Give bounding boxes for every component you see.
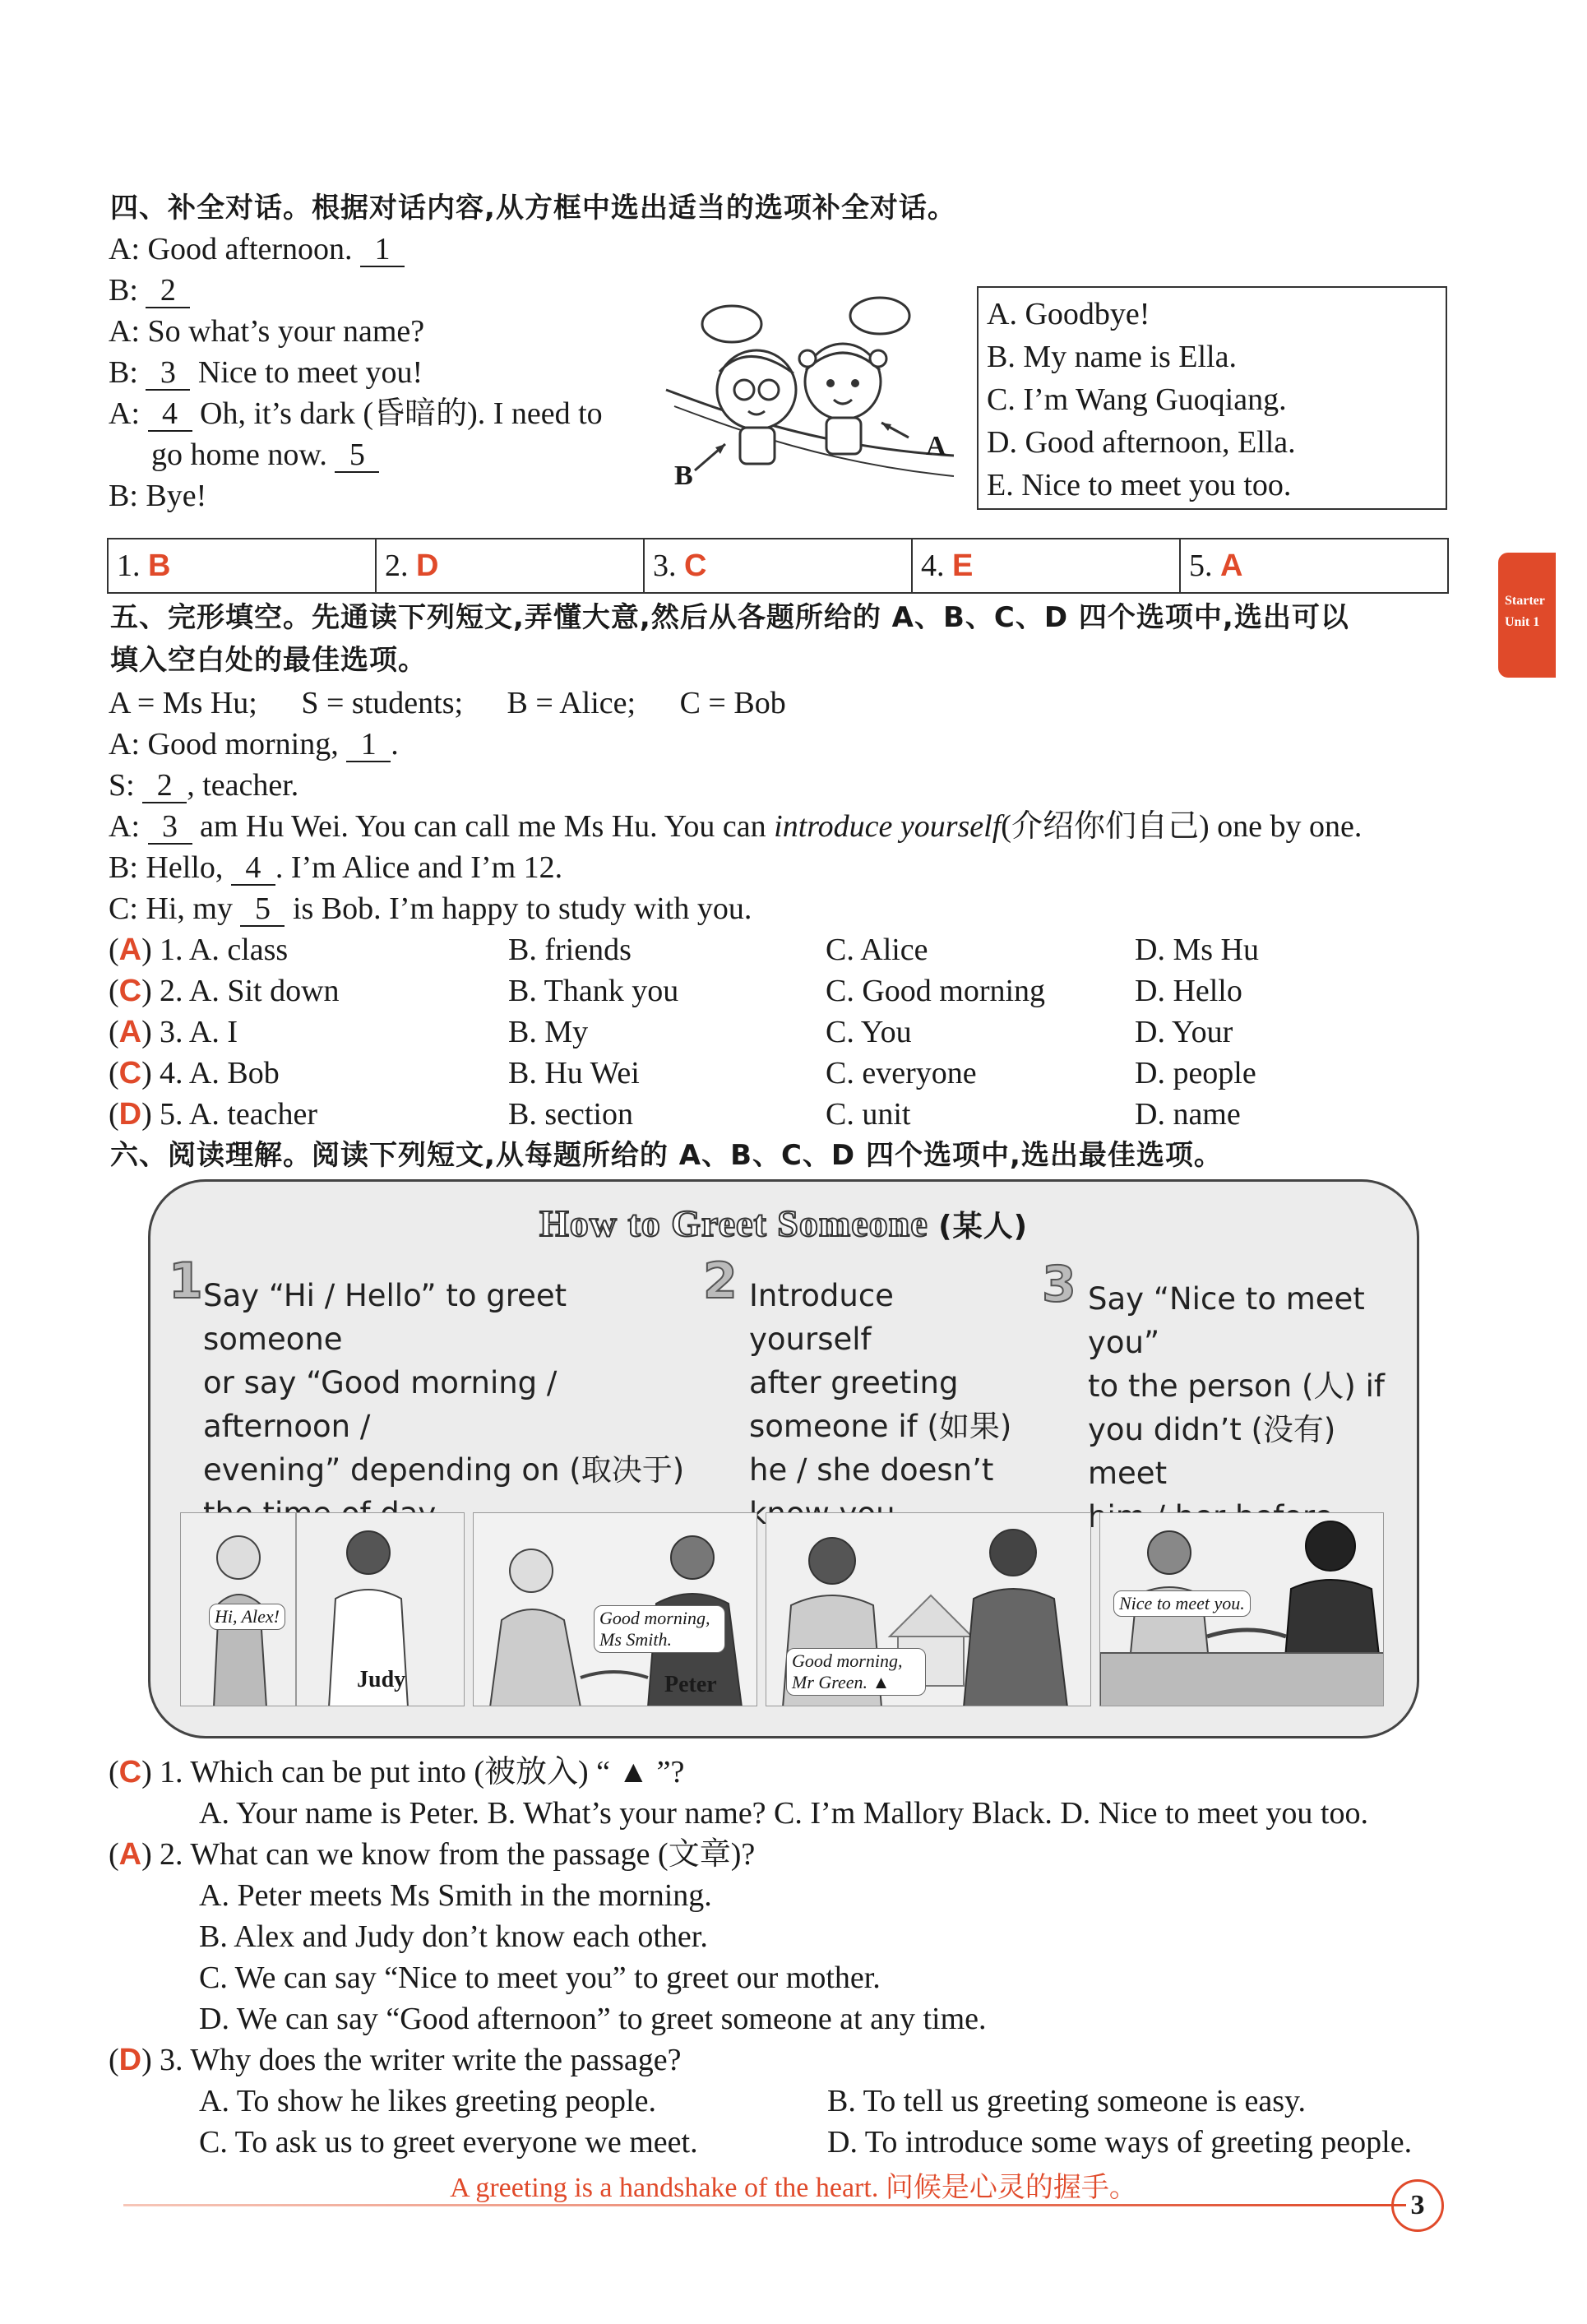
triangle-blank-icon: ▲ [872, 1672, 891, 1692]
answer-cell: 2. D [377, 539, 645, 592]
photo-1-bubble: Hi, Alex! [209, 1604, 285, 1630]
cloze-question-4: (C) 4. A. Bob B. Hu Wei C. everyone D. people [109, 1056, 1256, 1090]
side-tab-line1: Starter [1505, 594, 1545, 608]
reading-q2-option-a: A. Peter meets Ms Smith in the morning. [199, 1878, 712, 1913]
cloze-line-4: B: Hello, 4 . I’m Alice and I’m 12. [109, 850, 563, 885]
photo-2-bubble: Good morning, Ms Smith. [594, 1605, 725, 1653]
answer-cell: 4. E [913, 539, 1181, 592]
label-a: A [926, 431, 946, 461]
dialogue-line-6: go home now. 5 [151, 434, 379, 475]
cloze-line-2: S: 2 , teacher. [109, 768, 299, 803]
legend-c: C = Bob [679, 686, 786, 720]
dialogue-line-1: A: Good afternoon. 1 [109, 229, 405, 270]
reading-question-3: (D) 3. Why does the writer write the passage? [109, 2043, 682, 2077]
side-tab-line2: Unit 1 [1505, 615, 1540, 629]
step-3-number-icon: 3 [1042, 1256, 1076, 1313]
dialogue-line-2: B: 2 [109, 270, 190, 311]
legend-s: S = students; [301, 686, 464, 720]
legend-b: B = Alice; [507, 686, 636, 720]
page-number: 3 [1391, 2179, 1444, 2232]
options-box [977, 286, 1447, 510]
legend-a: A = Ms Hu; [109, 686, 257, 720]
reading-q3-option-a: A. To show he likes greeting people. [199, 2084, 656, 2118]
photo-1-name: Judy [357, 1667, 406, 1692]
cartoon-children-illustration [658, 291, 962, 497]
section6-heading: 六、阅读理解。阅读下列短文,从每题所给的 A、B、C、D 四个选项中,选出最佳选项。 [110, 1139, 1223, 1172]
footer-quote: A greeting is a handshake of the heart. 问候是心灵的握手。 [450, 2173, 1137, 2203]
dialogue-line-5: A: 4 Oh, it’s dark (昏暗的). I need to [109, 396, 603, 431]
step-2-text: Introduce yourself after greeting someone if (如果) he / she doesn’t [749, 1278, 1012, 1488]
step-1-text: Say “Hi / Hello” to greet someone or say “Good morning / afternoon / evening” depending on (取决于) [203, 1278, 685, 1488]
cloze-question-2: (C) 2. A. Sit down B. Thank you C. Good morning D. Hello [109, 974, 1242, 1008]
answer-table [107, 538, 1449, 594]
cloze-line-3: A: 3 am Hu Wei. You can call me Ms Hu. You can introduce yourself(介绍你们自己) one by one. [109, 809, 1363, 844]
answer-cell: 3. C [645, 539, 913, 592]
cloze-question-1: (A) 1. A. class B. friends C. Alice D. Ms Hu [109, 933, 1259, 967]
footer-divider [123, 2204, 1406, 2206]
dialogue-line-3: A: So what’s your name? [109, 314, 425, 349]
reading-q3-option-c: C. To ask us to greet everyone we meet. [199, 2125, 698, 2160]
cloze-question-3: (A) 3. A. I B. My C. You D. Your [109, 1015, 1233, 1049]
option-c: C. I’m Wang Guoqiang. [987, 382, 1287, 417]
reading-q3-option-b: B. To tell us greeting someone is easy. [827, 2084, 1307, 2118]
photo-business-greeting [473, 1512, 757, 1706]
answer-cell: 1. B [109, 539, 377, 592]
photo-handshake [1099, 1512, 1384, 1706]
section5-heading-line1: 五、完形填空。先通读下列短文,弄懂大意,然后从各题所给的 A、B、C、D 四个选项中,选出可以 [110, 601, 1349, 634]
speaker-legend [109, 683, 786, 724]
option-e: E. Nice to meet you too. [987, 468, 1292, 502]
section4-heading: 四、补全对话。根据对话内容,从方框中选出适当的选项补全对话。 [110, 192, 956, 225]
step-2-number-icon: 2 [703, 1252, 738, 1310]
cloze-question-5: (D) 5. A. teacher B. section C. unit D. name [109, 1097, 1241, 1132]
option-b: B. My name is Ella. [987, 340, 1237, 374]
option-d: D. Good afternoon, Ella. [987, 425, 1296, 460]
reading-panel [148, 1179, 1419, 1738]
photo-morning-greeting [766, 1512, 1091, 1706]
photo-2-name: Peter [664, 1672, 717, 1697]
option-a: A. Goodbye! [987, 297, 1150, 331]
panel-title: How to Greet Someone (某人) [539, 1202, 1029, 1244]
cloze-line-5: C: Hi, my 5 is Bob. I’m happy to study with you. [109, 891, 752, 926]
reading-question-1: (C) 1. Which can be put into (被放入) “ ▲ ”? [109, 1755, 685, 1789]
reading-q2-option-d: D. We can say “Good afternoon” to greet someone at any time. [199, 2002, 987, 2036]
reading-q1-options: A. Your name is Peter. B. What’s your name? C. I’m Mallory Black. D. Nice to meet you too. [199, 1796, 1368, 1831]
photo-3-bubble: Good morning, Mr Green. ▲ [786, 1648, 926, 1696]
label-b: B [674, 461, 693, 491]
reading-q3-option-d: D. To introduce some ways of greeting people. [827, 2125, 1413, 2160]
step-3-text: Say “Nice to meet you” to the person (人) if you didn’t (没有) meet [1088, 1281, 1385, 1491]
step-1-number-icon: 1 [169, 1252, 203, 1310]
reading-question-2: (A) 2. What can we know from the passage (文章)? [109, 1837, 756, 1872]
dialogue-line-7: B: Bye! [109, 479, 207, 513]
answer-cell: 5. A [1189, 549, 1243, 583]
dialogue-line-4: B: 3 Nice to meet you! [109, 355, 423, 390]
unit-side-tab [1498, 553, 1556, 678]
cloze-line-1: A: Good morning, 1 . [109, 727, 399, 762]
reading-q2-option-c: C. We can say “Nice to meet you” to greet our mother. [199, 1961, 881, 1995]
reading-q2-option-b: B. Alex and Judy don’t know each other. [199, 1919, 708, 1954]
section5-heading-line2: 填入空白处的最佳选项。 [110, 644, 427, 677]
photo-greeting-friends [180, 1512, 465, 1706]
photo-4-bubble: Nice to meet you. [1113, 1590, 1251, 1617]
